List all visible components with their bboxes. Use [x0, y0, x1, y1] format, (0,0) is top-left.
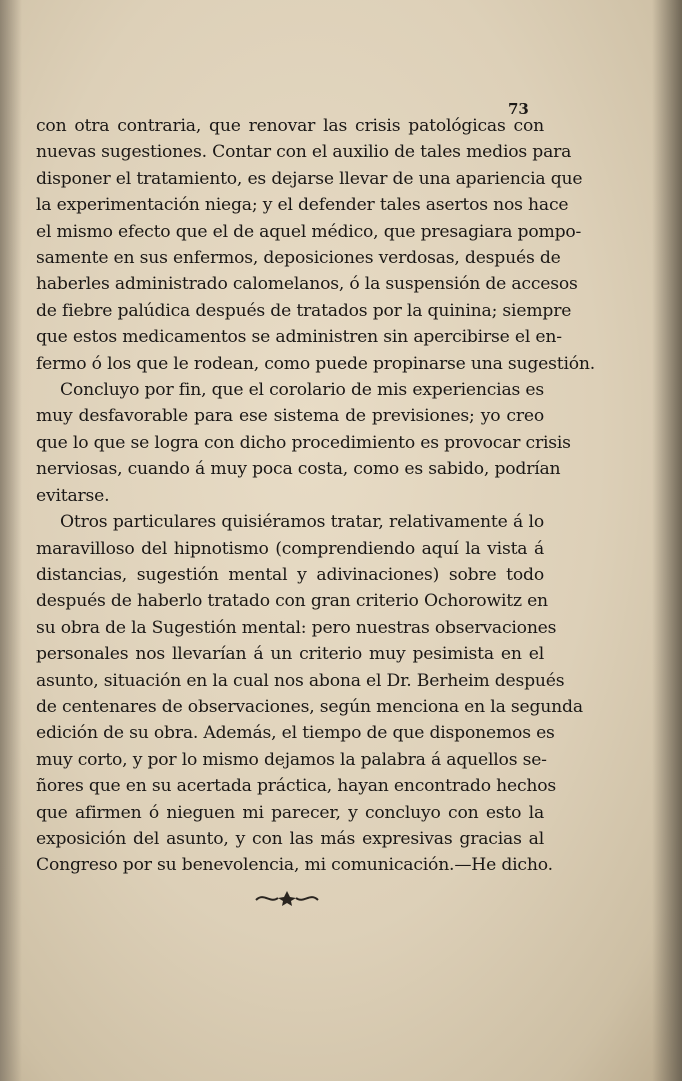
body-text — [36, 113, 596, 879]
page-edge-shadow — [652, 0, 682, 1081]
text-line: distancias, sugestión mental y adivinaciones) sobre todo — [36, 564, 544, 585]
text-line: samente en sus enfermos, deposiciones verdosas, después de — [36, 248, 561, 269]
page-number: 73 — [508, 100, 529, 118]
text-line: Otros particulares quisiéramos tratar, relativamente á lo — [60, 512, 544, 533]
text-line: evitarse. — [36, 485, 110, 506]
text-line: de centenares de observaciones, según menciona en la segunda — [36, 696, 583, 717]
text-line: que afirmen ó nieguen mi parecer, y concluyo con esto la — [36, 802, 544, 823]
text-line: su obra de la Sugestión mental: pero nuestras observaciones — [36, 617, 557, 638]
text-line: ñores que en su acertada práctica, hayan encontrado hechos — [36, 776, 557, 797]
text-line: maravilloso del hipnotismo (comprendiendo aquí la vista á — [36, 538, 544, 559]
text-line: haberles administrado calomelanos, ó la suspensión de accesos — [36, 274, 578, 295]
page-gutter-shadow — [0, 0, 22, 1081]
text-line: Concluyo por fin, que el corolario de mis experiencias es — [60, 380, 544, 401]
text-line: después de haberlo tratado con gran criterio Ochorowitz en — [36, 591, 548, 612]
text-line: disponer el tratamiento, es dejarse llevar de una apariencia que — [36, 168, 583, 189]
text-line: con otra contraria, que renovar las crisis patológicas con — [36, 116, 544, 136]
text-line: Congreso por su benevolencia, mi comunicación.—He dicho. — [36, 855, 553, 876]
text-line: que estos medicamentos se administren sin apercibirse el en- — [36, 327, 562, 348]
text-line: edición de su obra. Además, el tiempo de que disponemos es — [36, 723, 555, 744]
paragraph-1 — [36, 113, 596, 377]
text-line: muy corto, y por lo mismo dejamos la palabra á aquellos se- — [36, 749, 547, 770]
text-line: nuevas sugestiones. Contar con el auxilio de tales medios para — [36, 142, 572, 163]
text-line: exposición del asunto, y con las más expresivas gracias al — [36, 828, 544, 849]
text-line: nerviosas, cuando á muy poca costa, como es sabido, podrían — [36, 459, 561, 480]
text-line: muy desfavorable para ese sistema de previsiones; yo creo — [36, 406, 544, 427]
ornament-divider — [252, 888, 322, 908]
text-line: asunto, situación en la cual nos abona el Dr. Berheim después — [36, 670, 565, 691]
text-line: de fiebre palúdica después de tratados por la quinina; siempre — [36, 300, 572, 321]
text-line: el mismo efecto que el de aquel médico, que presagiara pompo- — [36, 221, 582, 242]
text-line: que lo que se logra con dicho procedimiento es provocar crisis — [36, 432, 571, 453]
paragraph-2 — [36, 377, 571, 509]
text-line: la experimentación niega; y el defender tales asertos nos hace — [36, 195, 569, 216]
text-line: fermo ó los que le rodean, como puede propinarse una sugestión. — [36, 353, 596, 374]
paragraph-3 — [36, 509, 583, 879]
text-line: personales nos llevarían á un criterio muy pesimista en el — [36, 644, 544, 665]
